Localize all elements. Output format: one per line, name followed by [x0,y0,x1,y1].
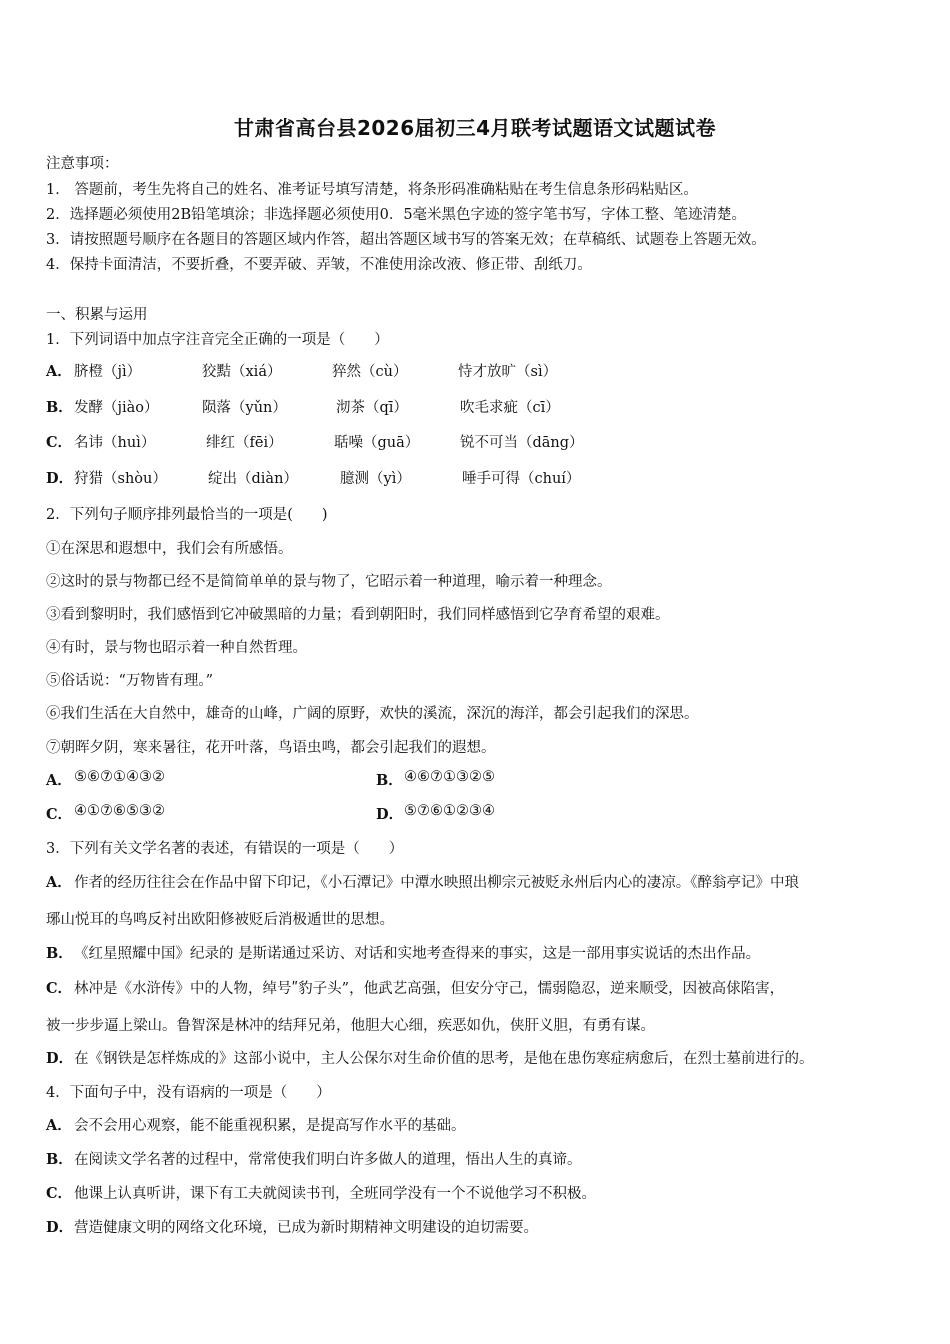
question-2-sentence: ⑥我们生活在大自然中，雄奇的山峰，广阔的原野，欢快的溪流，深沉的海洋，都会引起我们的深思。 [46,706,699,722]
option-text: 作者的经历往往会在作品中留下印记，《小石潭记》中潭水映照出柳宗元被贬永州后内心的凄凉。《醉翁亭记》中琅 [74,875,799,891]
option-label: A． [46,1117,72,1134]
option-item: 发酵（jiào） [74,400,159,416]
page-title: 甘肃省高台县2026届初三4月联考试题语文试题试卷 [233,116,717,140]
option-item: 名讳（huì） [74,435,156,451]
option-label: B． [376,772,403,789]
question-2-sentence: ①在深思和遐想中，我们会有所感悟。 [46,541,293,557]
option-item: 陨落（yǔn） [202,400,287,416]
option-label: A． [46,363,72,380]
notice-heading: 注意事项： [46,156,119,172]
option-text: 林冲是《水浒传》中的人物，绰号ʺ豹子头”，他武艺高强，但安分守己，懦弱隐忍，逆来顺受，因被高俅陷害， [74,981,785,997]
option-item: 绽出（diàn） [208,471,298,487]
option-item: 绯红（fēi） [206,435,283,451]
question-2-sentence: ③看到黎明时，我们感悟到它冲破黑暗的力量；看到朝阳时，我们同样感悟到它孕育希望的艰难。 [46,607,670,623]
option-item: 狩猎（shòu） [74,471,167,487]
question-2-sentence: ②这时的景与物都已经不是简简单单的景与物了，它昭示着一种道理，喻示着一种理念。 [46,574,612,590]
option-text: ④⑥⑦①③②⑤ [404,769,495,785]
option-item: 锐不可当（dāng） [460,435,584,451]
option-text: 营造健康文明的网络文化环境，已成为新时期精神文明建设的迫切需要。 [74,1220,538,1236]
question-2-sentence: ④有时，景与物也昭示着一种自然哲理。 [46,640,307,656]
question-2-stem: 2．下列句子顺序排列最恰当的一项是( ) [46,507,328,523]
option-text: 在阅读文学名著的过程中，常常使我们明白许多做人的道理，悟出人生的真谛。 [74,1152,582,1168]
notice-item: 4．保持卡面清洁，不要折叠，不要弄破、弄皱，不准使用涂改液、修正带、刮纸刀。 [46,257,592,273]
question-1-stem: 1．下列词语中加点字注音完全正确的一项是（ ） [46,332,389,348]
option-text: 《红星照耀中国》纪录的 是斯诺通过采访、对话和实地考查得来的事实，这是一部用事实说话的杰出作品。 [74,946,761,962]
section-heading: 一、积累与运用 [46,307,148,323]
notice-item: 1． 答题前，考生先将自己的姓名、准考证号填写清楚，将条形码准确粘贴在考生信息条形码粘贴区。 [46,182,698,198]
question-2-sentence: ⑦朝晖夕阴，寒来暑往，花开叶落，鸟语虫鸣，都会引起我们的遐想。 [46,740,496,756]
option-label: A． [46,874,72,891]
option-text: 会不会用心观察，能不能重视积累，是提高写作水平的基础。 [74,1118,466,1134]
option-label: B． [46,945,73,962]
notice-item: 2．选择题必须使用2B铅笔填涂；非选择题必须使用0．5毫米黑色字迹的签字笔书写，字体工整、笔迹清楚。 [46,207,747,223]
option-text-continued: 被一步步逼上梁山。鲁智深是林冲的结拜兄弟，他胆大心细，疾恶如仇，侠肝义胆，有勇有谋。 [46,1018,655,1034]
option-item: 唾手可得（chuí） [462,471,581,487]
option-label: C． [46,806,73,823]
option-item: 臆测（yì） [340,471,411,487]
option-item: 狡黠（xiá） [202,364,282,380]
option-label: C． [46,434,73,451]
option-label: D． [376,806,404,823]
option-label: C． [46,980,73,997]
option-item: 脐橙（jì） [74,364,142,380]
option-label: A． [46,772,72,789]
option-label: D． [46,1219,74,1236]
option-text: ⑤⑦⑥①②③④ [404,803,495,819]
notice-item: 3．请按照题号顺序在各题目的答题区域内作答，超出答题区域书写的答案无效；在草稿纸、试题卷上答题无效。 [46,232,766,248]
option-label: B． [46,1151,73,1168]
option-text-continued: 琊山悦耳的鸟鸣反衬出欧阳修被贬后消极遁世的思想。 [46,912,394,928]
option-label: C． [46,1185,73,1202]
option-item: 恃才放旷（sì） [458,364,558,380]
option-text: 他课上认真听讲，课下有工夫就阅读书刊，全班同学没有一个不说他学习不积极。 [74,1186,596,1202]
option-item: 猝然（cù） [332,364,408,380]
option-text: ⑤⑥⑦①④③② [74,769,165,785]
option-text: 在《钢铁是怎样炼成的》这部小说中，主人公保尔对生命价值的思考，是他在患伤寒症病愈后，在烈士墓前进行的。 [74,1051,814,1067]
option-item: 沏茶（qī） [336,400,408,416]
option-item: 吹毛求疵（cī） [460,400,560,416]
option-label: B． [46,399,73,416]
question-2-sentence: ⑤俗话说：“万物皆有理。” [46,673,214,689]
question-3-stem: 3．下列有关文学名著的表述，有错误的一项是（ ） [46,841,404,857]
question-4-stem: 4．下面句子中，没有语病的一项是（ ） [46,1085,331,1101]
option-item: 聒噪（guā） [334,435,420,451]
option-text: ④①⑦⑥⑤③② [74,803,165,819]
option-label: D． [46,470,74,487]
option-label: D． [46,1050,74,1067]
